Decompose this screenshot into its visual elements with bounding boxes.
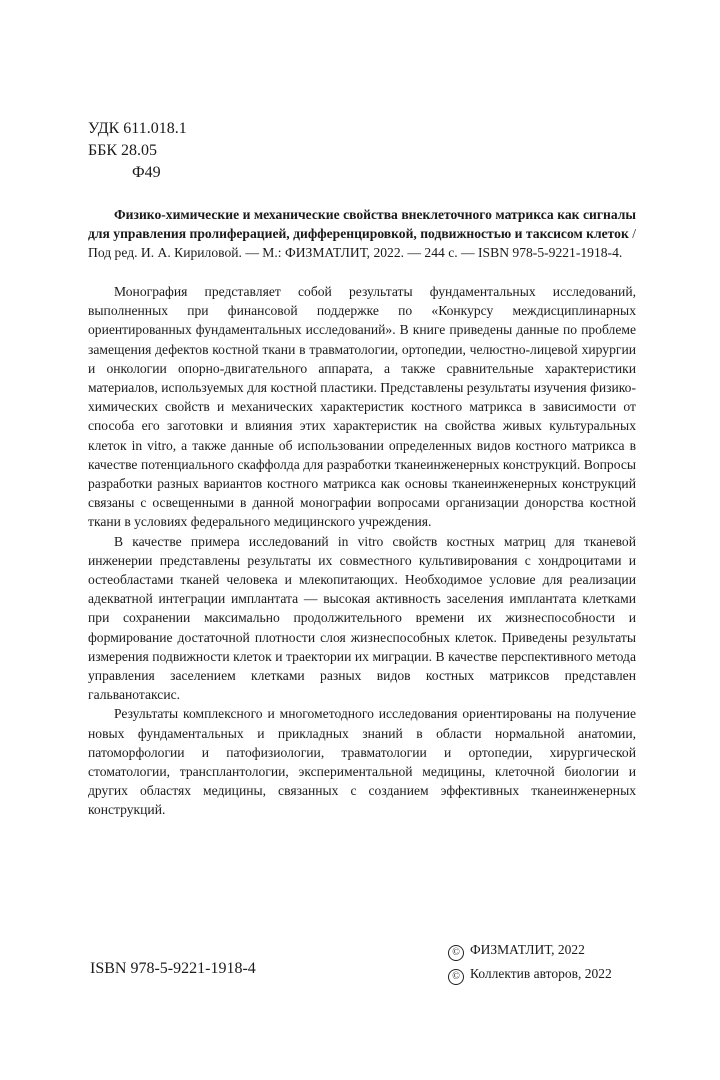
publication-details: / Под ред. И. А. Кириловой. — М.: ФИЗМАТЛИТ, 2022. — 244 с. — ISBN 978-5-9221-1918-4. [88, 226, 636, 260]
bbk-code: ББК 28.05 [88, 142, 158, 159]
copyright-icon: © [448, 945, 464, 961]
bibliographic-description [88, 205, 636, 262]
copyright-authors-line [448, 962, 612, 986]
copyright-publisher: ФИЗМАТЛИТ, 2022 [470, 942, 585, 957]
copyright-icon: © [448, 969, 464, 985]
annotation-paragraph-1: Монография представляет собой результаты фундаментальных исследований, выполненных при финансовой поддержке по «Конкурсу междисциплинарных ориентированных фундаментальных исследований». В книге приведены данные по проблеме замещения дефектов костной ткани в травматологии, ортопедии, челюстно-лицевой хирургии и онкологии опорно-двигательного аппарата, а также сравнительные характеристики материалов, используемых для костной пластики. Представлены результаты изучения физико-химических свойств и механических характеристик костного матрикса в зависимости от способа его заготовки и влияния этих характеристик на свойства живых культуральных клеток in vitro, а также данные об использовании определенных видов костного матрикса в качестве потенциального скаффолда для разработки тканеинженерных конструкций. Вопросы разработки разных вариантов костного матрикса как основы тканеинженерных конструкций связаны с освещенными в данной монографии вопросами организации донорства костной ткани в условиях федерального медицинского учреждения. [88, 284, 636, 530]
isbn: ISBN 978-5-9221-1918-4 [90, 960, 256, 977]
author-mark: Ф49 [132, 164, 161, 181]
copyright-publisher-line [448, 938, 612, 962]
udk-code: УДК 611.018.1 [88, 120, 187, 137]
classification-block [88, 118, 187, 184]
annotation-paragraph-2: В качестве примера исследований in vitro свойств костных матриц для тканевой инженерии представлены результаты их совместного культивирования с хондроцитами и остеобластами тканей человека и млекопитающих. Необходимое условие для реализации адекватной интеграции имплантата — высокая активность заселения имплантата клетками при сохранении максимально продолжительного времени их жизнеспособности и формирование достаточной плотности слоя жизнеспособных клеток. Приведены результаты измерения подвижности клеток и траектории их миграции. В качестве перспективного метода управления заселением клетками разных видов костных матриксов представлен гальванотаксис. [88, 533, 636, 703]
book-title: Физико-химические и механические свойства внеклеточного матрикса как сигналы для управления пролиферацией, дифференцировкой, подвижностью и таксисом клеток [88, 207, 636, 241]
annotation-paragraph-3: Результаты комплексного и многометодного исследования ориентированы на получение новых фундаментальных и прикладных знаний в области нормальной анатомии, патоморфологии и патофизиологии, травматологии и ортопедии, хирургической стоматологии, трансплантологии, экспериментальной медицины, клеточной биологии и других областях медицины, связанных с созданием эффективных тканеинженерных конструкций. [88, 706, 636, 818]
annotation [88, 282, 636, 820]
copyright-authors: Коллектив авторов, 2022 [470, 966, 612, 981]
copyright-block [448, 938, 612, 986]
